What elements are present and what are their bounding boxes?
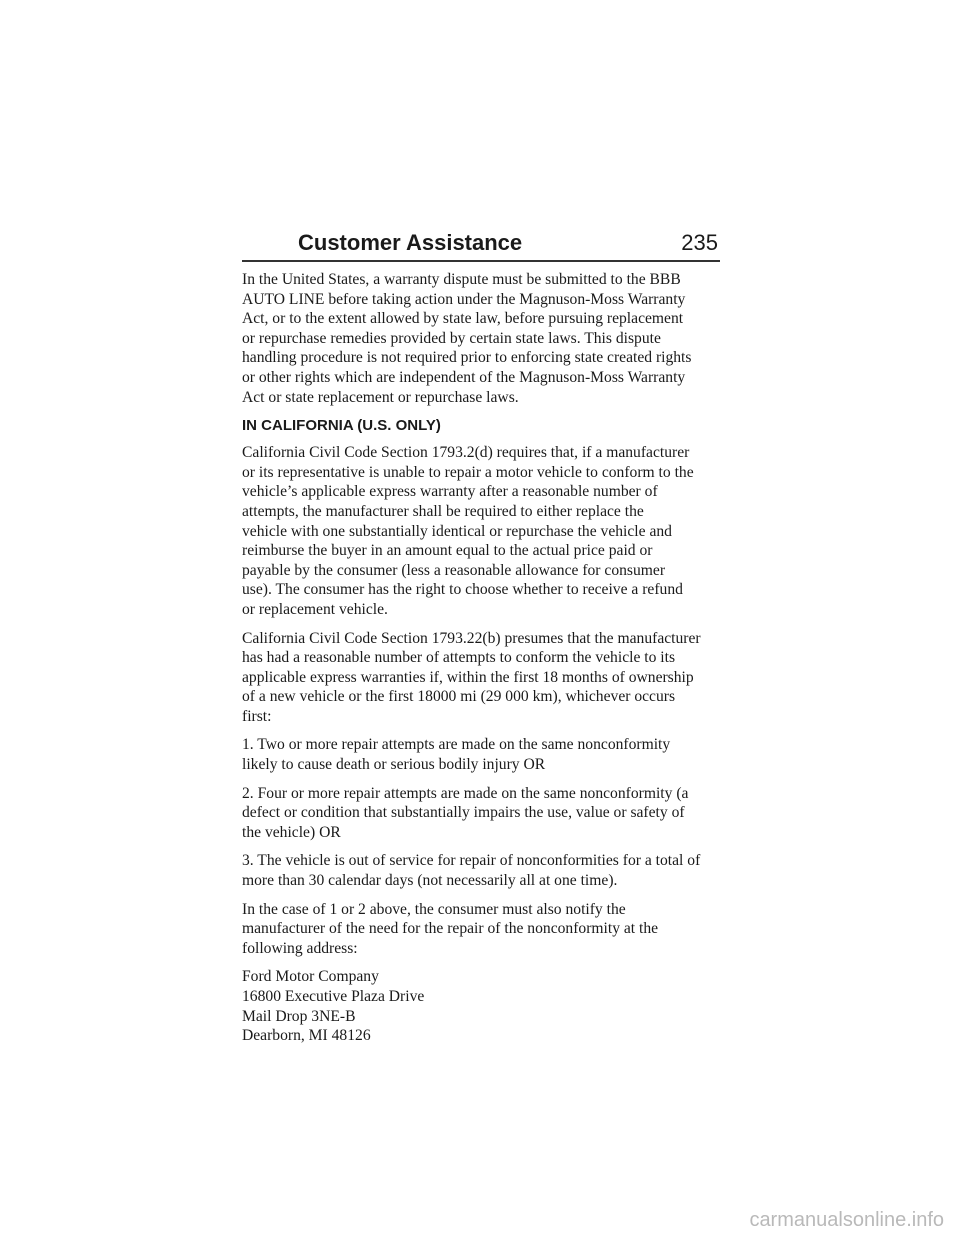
page-number: 235: [681, 230, 718, 255]
paragraph-civil-code-1793-22: California Civil Code Section 1793.22(b) presumes that the manufacturer has had a reasonable number of attempts to conform the vehicle to its applicable express warranties if, within the first 18 months of ownership of a new vehicle or the first 18000 mi (29 000 km), whichever occurs first:: [242, 629, 701, 725]
address-line-2: 16800 Executive Plaza Drive: [242, 988, 425, 1005]
page-header: [242, 228, 720, 262]
watermark: carmanualsonline.info: [749, 1209, 944, 1231]
address-line-1: Ford Motor Company: [242, 968, 379, 986]
paragraph-warranty-dispute: In the United States, a warranty dispute must be submitted to the BBB AUTO LINE before taking action under the Magnuson-Moss Warranty Act, or to the extent allowed by state law, before pursuing replacement or repurchase remedies provided by certain state laws. This dispute handling procedure is not required prior to enforcing state created rights or other rights which are independent of the Magnuson-Moss Warranty Act or state replacement or repurchase laws.: [242, 271, 692, 406]
list-item-2: 2. Four or more repair attempts are made on the same nonconformity (a defect or condition that substantially impairs the use, value or safety of the vehicle) OR: [242, 784, 689, 841]
page-body: [242, 270, 724, 1046]
list-item-3: 3. The vehicle is out of service for repair of nonconformities for a total of more than 30 calendar days (not necessarily all at one time).: [242, 852, 701, 890]
mailing-address: [242, 967, 724, 1045]
list-item-1: 1. Two or more repair attempts are made on the same nonconformity likely to cause death or serious bodily injury OR: [242, 736, 671, 774]
section-title: Customer Assistance: [298, 230, 523, 255]
address-line-3: Mail Drop 3NE-B: [242, 1007, 356, 1025]
paragraph-notify-manufacturer: In the case of 1 or 2 above, the consumer must also notify the manufacturer of the need for the repair of the nonconformity at the following address:: [242, 900, 659, 957]
address-line-4: Dearborn, MI 48126: [242, 1027, 371, 1045]
heading-california: IN CALIFORNIA (U.S. ONLY): [242, 417, 441, 435]
paragraph-civil-code-1793-2: California Civil Code Section 1793.2(d) requires that, if a manufacturer or its representative is unable to repair a motor vehicle to conform to the vehicle’s applicable express warranty after a reasonable number of attempts, the manufacturer shall be required to either replace the vehicle with one substantially identical or repurchase the vehicle and reimburse the buyer in an amount equal to the actual price paid or payable by the consumer (less a reasonable allowance for consumer use). The consumer has the right to choose whether to receive a refund or replacement vehicle.: [242, 444, 694, 618]
header-rule: [242, 260, 720, 262]
